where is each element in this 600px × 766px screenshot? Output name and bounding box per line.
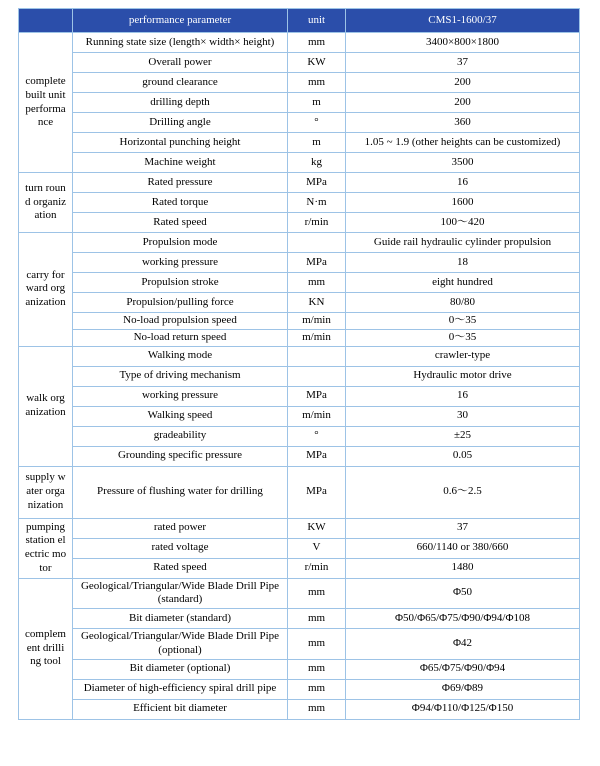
- value-cell: 200: [346, 73, 580, 93]
- unit-cell: mm: [288, 578, 346, 609]
- value-cell: 37: [346, 53, 580, 73]
- value-cell: 360: [346, 113, 580, 133]
- value-cell: Φ42: [346, 629, 580, 660]
- header-cell-model: CMS1-1600/37: [346, 9, 580, 33]
- unit-cell: r/min: [288, 213, 346, 233]
- header-row: [19, 9, 580, 33]
- table-row: [19, 578, 580, 609]
- unit-cell: KW: [288, 518, 346, 538]
- param-cell: Pressure of flushing water for drilling: [73, 466, 288, 518]
- unit-cell: °: [288, 426, 346, 446]
- value-cell: 16: [346, 386, 580, 406]
- param-cell: No-load propulsion speed: [73, 313, 288, 330]
- unit-cell: mm: [288, 609, 346, 629]
- param-cell: gradeability: [73, 426, 288, 446]
- unit-cell: MPa: [288, 253, 346, 273]
- table-row: [19, 466, 580, 518]
- unit-cell: [288, 233, 346, 253]
- value-cell: Φ69/Φ89: [346, 679, 580, 699]
- table-row: [19, 538, 580, 558]
- value-cell: ±25: [346, 426, 580, 446]
- param-cell: Grounding specific pressure: [73, 446, 288, 466]
- param-cell: Walking speed: [73, 406, 288, 426]
- unit-cell: m: [288, 133, 346, 153]
- unit-cell: mm: [288, 73, 346, 93]
- value-cell: 200: [346, 93, 580, 113]
- value-cell: Guide rail hydraulic cylinder propulsion: [346, 233, 580, 253]
- group-cell: pumping station electric motor: [19, 518, 73, 578]
- param-cell: No-load return speed: [73, 329, 288, 346]
- header-cell-parameter: performance parameter: [73, 9, 288, 33]
- value-cell: 0.6～2.5: [346, 466, 580, 518]
- value-cell: 1480: [346, 558, 580, 578]
- unit-cell: mm: [288, 273, 346, 293]
- unit-cell: [288, 346, 346, 366]
- value-cell: 3500: [346, 153, 580, 173]
- unit-cell: °: [288, 113, 346, 133]
- table-row: [19, 629, 580, 660]
- group-cell: complete built unit performance: [19, 33, 73, 173]
- param-cell: Type of driving mechanism: [73, 366, 288, 386]
- param-cell: Geological/Triangular/Wide Blade Drill Pipe (standard): [73, 578, 288, 609]
- table-row: [19, 406, 580, 426]
- param-cell: rated power: [73, 518, 288, 538]
- table-row: [19, 346, 580, 366]
- table-row: [19, 366, 580, 386]
- unit-cell: mm: [288, 699, 346, 719]
- spec-table-body: [19, 33, 580, 720]
- param-cell: Running state size (length× width× height): [73, 33, 288, 53]
- unit-cell: r/min: [288, 558, 346, 578]
- table-row: [19, 659, 580, 679]
- table-row: [19, 213, 580, 233]
- table-row: [19, 609, 580, 629]
- unit-cell: KN: [288, 293, 346, 313]
- table-row: [19, 93, 580, 113]
- value-cell: 3400×800×1800: [346, 33, 580, 53]
- group-cell: carry forward organization: [19, 233, 73, 347]
- param-cell: Bit diameter (optional): [73, 659, 288, 679]
- unit-cell: mm: [288, 679, 346, 699]
- param-cell: Rated pressure: [73, 173, 288, 193]
- param-cell: Diameter of high-efficiency spiral drill pipe: [73, 679, 288, 699]
- unit-cell: [288, 366, 346, 386]
- value-cell: 16: [346, 173, 580, 193]
- value-cell: Hydraulic motor drive: [346, 366, 580, 386]
- param-cell: working pressure: [73, 386, 288, 406]
- unit-cell: MPa: [288, 466, 346, 518]
- table-row: [19, 273, 580, 293]
- table-row: [19, 193, 580, 213]
- table-row: [19, 133, 580, 153]
- param-cell: Efficient bit diameter: [73, 699, 288, 719]
- table-row: [19, 329, 580, 346]
- unit-cell: V: [288, 538, 346, 558]
- table-row: [19, 253, 580, 273]
- param-cell: Propulsion/pulling force: [73, 293, 288, 313]
- unit-cell: m/min: [288, 329, 346, 346]
- table-row: [19, 233, 580, 253]
- table-row: [19, 113, 580, 133]
- table-row: [19, 53, 580, 73]
- table-row: [19, 426, 580, 446]
- param-cell: Walking mode: [73, 346, 288, 366]
- unit-cell: mm: [288, 659, 346, 679]
- param-cell: drilling depth: [73, 93, 288, 113]
- group-cell: supply water organization: [19, 466, 73, 518]
- table-row: [19, 518, 580, 538]
- table-row: [19, 313, 580, 330]
- header-cell-group: [19, 9, 73, 33]
- value-cell: 0～35: [346, 313, 580, 330]
- unit-cell: m/min: [288, 313, 346, 330]
- value-cell: 0～35: [346, 329, 580, 346]
- value-cell: 30: [346, 406, 580, 426]
- table-row: [19, 558, 580, 578]
- value-cell: 1.05 ~ 1.9 (other heights can be customized): [346, 133, 580, 153]
- unit-cell: N·m: [288, 193, 346, 213]
- param-cell: Rated speed: [73, 213, 288, 233]
- param-cell: Bit diameter (standard): [73, 609, 288, 629]
- unit-cell: kg: [288, 153, 346, 173]
- param-cell: Drilling angle: [73, 113, 288, 133]
- param-cell: working pressure: [73, 253, 288, 273]
- table-row: [19, 33, 580, 53]
- unit-cell: m: [288, 93, 346, 113]
- value-cell: Φ50/Φ65/Φ75/Φ90/Φ94/Φ108: [346, 609, 580, 629]
- value-cell: 1600: [346, 193, 580, 213]
- table-row: [19, 679, 580, 699]
- unit-cell: mm: [288, 629, 346, 660]
- table-row: [19, 153, 580, 173]
- value-cell: Φ50: [346, 578, 580, 609]
- param-cell: Propulsion mode: [73, 233, 288, 253]
- table-row: [19, 73, 580, 93]
- value-cell: 18: [346, 253, 580, 273]
- value-cell: Φ94/Φ110/Φ125/Φ150: [346, 699, 580, 719]
- param-cell: Machine weight: [73, 153, 288, 173]
- param-cell: ground clearance: [73, 73, 288, 93]
- value-cell: 80/80: [346, 293, 580, 313]
- param-cell: Rated speed: [73, 558, 288, 578]
- param-cell: Horizontal punching height: [73, 133, 288, 153]
- table-row: [19, 173, 580, 193]
- value-cell: eight hundred: [346, 273, 580, 293]
- group-cell: walk organization: [19, 346, 73, 466]
- table-row: [19, 446, 580, 466]
- unit-cell: MPa: [288, 173, 346, 193]
- value-cell: 0.05: [346, 446, 580, 466]
- value-cell: Φ65/Φ75/Φ90/Φ94: [346, 659, 580, 679]
- param-cell: Rated torque: [73, 193, 288, 213]
- unit-cell: m/min: [288, 406, 346, 426]
- param-cell: Overall power: [73, 53, 288, 73]
- unit-cell: MPa: [288, 386, 346, 406]
- group-cell: turn round organization: [19, 173, 73, 233]
- value-cell: 100～420: [346, 213, 580, 233]
- table-row: [19, 293, 580, 313]
- value-cell: 37: [346, 518, 580, 538]
- header-cell-unit: unit: [288, 9, 346, 33]
- group-cell: complement drilling tool: [19, 578, 73, 719]
- unit-cell: mm: [288, 33, 346, 53]
- value-cell: 660/1140 or 380/660: [346, 538, 580, 558]
- unit-cell: MPa: [288, 446, 346, 466]
- param-cell: Propulsion stroke: [73, 273, 288, 293]
- unit-cell: KW: [288, 53, 346, 73]
- value-cell: crawler-type: [346, 346, 580, 366]
- table-row: [19, 699, 580, 719]
- param-cell: rated voltage: [73, 538, 288, 558]
- spec-table: [18, 8, 580, 720]
- param-cell: Geological/Triangular/Wide Blade Drill Pipe (optional): [73, 629, 288, 660]
- table-row: [19, 386, 580, 406]
